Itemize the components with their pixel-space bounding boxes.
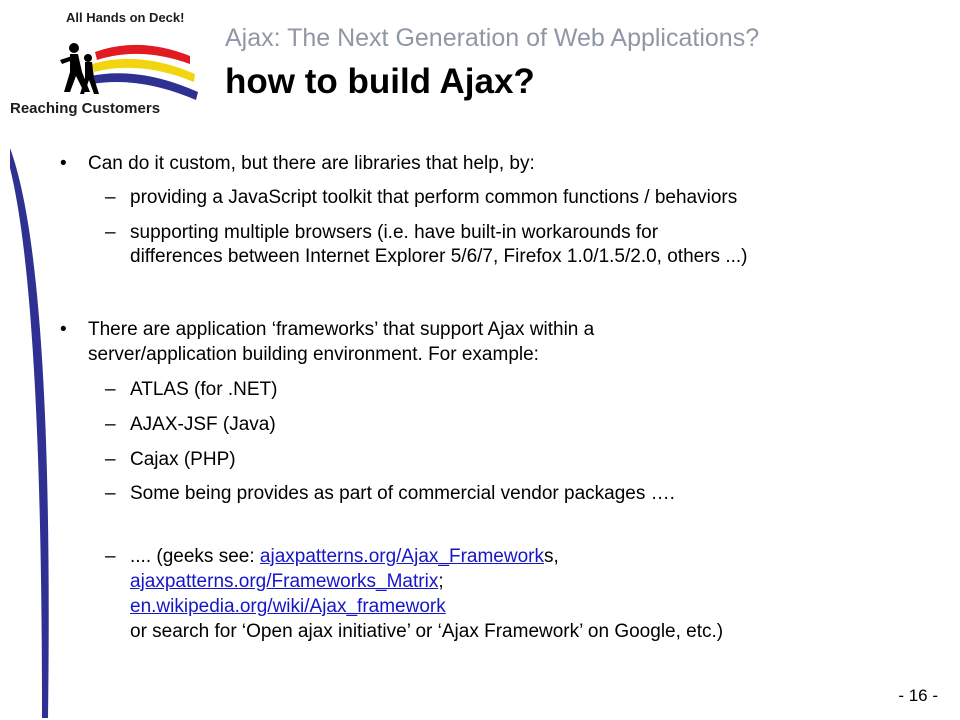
- sub-bullet-cajax: Cajax (PHP): [130, 449, 236, 470]
- dash-marker: –: [105, 449, 116, 470]
- bullet-libraries: Can do it custom, but there are libraries that help, by:: [88, 153, 535, 174]
- geeks-suffix-2: ;: [438, 571, 444, 592]
- geeks-line2: [130, 570, 444, 594]
- bullet-frameworks-line2: server/application building environment. For example:: [88, 344, 539, 365]
- company-logo: [0, 0, 220, 130]
- geeks-line1: [130, 545, 559, 569]
- dash-marker: –: [105, 222, 116, 243]
- sub-bullet-toolkit: providing a JavaScript toolkit that perform common functions / behaviors: [130, 187, 738, 208]
- sub-bullet-atlas: ATLAS (for .NET): [130, 379, 278, 400]
- bullet-frameworks-line1: There are application ‘frameworks’ that support Ajax within a: [88, 319, 595, 340]
- geeks-line4: or search for ‘Open ajax initiative’ or ‘Ajax Framework’ on Google, etc.): [130, 621, 724, 642]
- decorative-sidebar-swoosh: [8, 148, 58, 718]
- dash-marker: –: [105, 546, 116, 567]
- geeks-prefix: .... (geeks see:: [130, 546, 260, 567]
- sub-bullet-vendor: Some being provides as part of commercial vendor packages ….: [130, 483, 675, 504]
- page-number: - 16 -: [898, 686, 938, 705]
- bullet-marker: •: [60, 153, 67, 174]
- sub-bullet-browsers-line1: supporting multiple browsers (i.e. have built-in workarounds for: [130, 222, 659, 243]
- slide-subtitle: Ajax: The Next Generation of Web Applications?: [225, 24, 760, 52]
- link-ajaxpatterns-frameworks[interactable]: ajaxpatterns.org/Ajax_Framework: [259, 546, 544, 567]
- dash-marker: –: [105, 414, 116, 435]
- sub-bullet-ajax-jsf: AJAX-JSF (Java): [130, 414, 276, 435]
- link-wikipedia-ajax-framework[interactable]: en.wikipedia.org/wiki/Ajax_framework: [130, 596, 446, 617]
- slide-title: how to build Ajax?: [225, 62, 535, 101]
- bullet-marker: •: [60, 319, 67, 340]
- geeks-suffix-1: s,: [543, 546, 559, 567]
- dash-marker: –: [105, 379, 116, 400]
- sub-bullet-browsers-line2: differences between Internet Explorer 5/6/7, Firefox 1.0/1.5/2.0, others ...): [130, 246, 748, 267]
- dash-marker: –: [105, 483, 116, 504]
- geeks-line3: [130, 595, 446, 619]
- link-ajaxpatterns-matrix[interactable]: ajaxpatterns.org/Frameworks_Matrix: [130, 571, 439, 592]
- logo-tagline: All Hands on Deck!: [66, 10, 185, 25]
- logo-name: Reaching Customers: [10, 100, 161, 117]
- dash-marker: –: [105, 187, 116, 208]
